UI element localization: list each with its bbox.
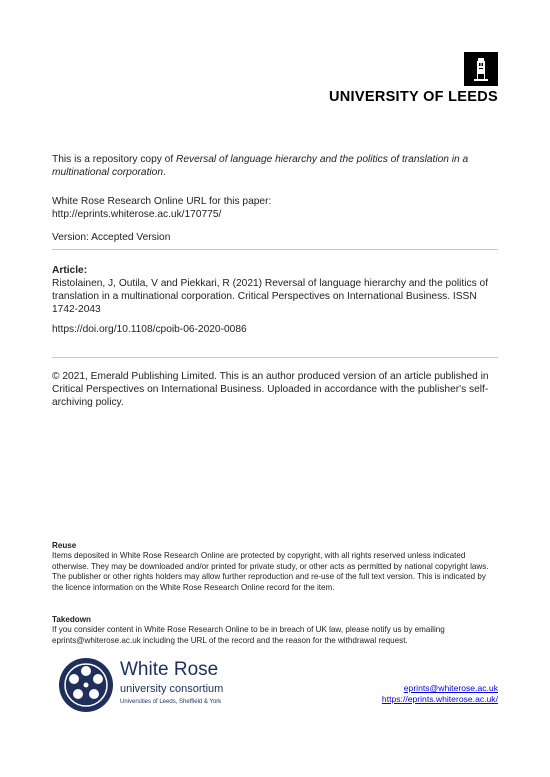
copyright-text: © 2021, Emerald Publishing Limited. This is an author produced version of an article published in Critical Perspectives on International Business. Uploaded in accordance with the publisher's self-archiving policy. [52, 371, 489, 408]
email-link[interactable]: eprints@whiterose.ac.uk [403, 683, 498, 693]
doi-block [52, 323, 498, 336]
takedown-section [52, 615, 498, 646]
divider [52, 357, 498, 358]
white-rose-icon [58, 657, 114, 713]
repository-intro [52, 153, 498, 179]
university-name: UNIVERSITY OF LEEDS [329, 89, 498, 105]
white-rose-members: Universities of Leeds, Sheffield & York [120, 699, 222, 705]
paper-title: Reversal of language hierarchy and the politics of translation in a multinational corporation [52, 154, 469, 178]
article-citation: Ristolainen, J, Outila, V and Piekkari, R (2021) Reversal of language hierarchy and the politics of translation in a multinational corporation. Critical Perspectives on International Business. ISSN 1742-2043 [52, 278, 489, 315]
version-text: Version: Accepted Version [52, 232, 171, 243]
takedown-text: If you consider content in White Rose Research Online to be in breach of UK law, please notify us by emailing eprints@whiterose.ac.uk including the URL of the record and the reason for the withdrawal request. [52, 625, 445, 645]
version-line [52, 231, 498, 244]
doi-text: https://doi.org/10.1108/cpoib-06-2020-0086 [52, 324, 247, 335]
white-rose-name: White Rose [120, 659, 219, 680]
paper-url: http://eprints.whiterose.ac.uk/170775/ [52, 209, 222, 220]
url-label: White Rose Research Online URL for this paper: [52, 196, 272, 207]
article-block [52, 264, 498, 316]
reuse-text: Items deposited in White Rose Research Online are protected by copyright, with all rights reserved unless indicated otherwise. They may be downloaded and/or printed for private study, or other acts as permitted by national copyright laws. The publisher or other rights holders may allow further reproduction and re-use of the full text version. This is indicated by the licence information on the White Rose Research Online record for the item. [52, 551, 489, 592]
university-of-leeds-logo [318, 52, 498, 107]
white-rose-logo [58, 657, 224, 715]
leeds-tower-icon [464, 52, 498, 86]
divider [52, 249, 498, 250]
reuse-heading: Reuse [52, 541, 77, 550]
url-block [52, 195, 498, 221]
takedown-heading: Takedown [52, 615, 91, 624]
copyright-block [52, 370, 498, 409]
white-rose-subtitle: university consortium [120, 683, 224, 695]
intro-suffix: . [163, 167, 166, 178]
intro-prefix: This is a repository copy of [52, 154, 176, 165]
site-link[interactable]: https://eprints.whiterose.ac.uk/ [381, 694, 498, 704]
contact-links [382, 683, 498, 705]
article-label: Article: [52, 265, 88, 276]
reuse-section [52, 541, 498, 593]
